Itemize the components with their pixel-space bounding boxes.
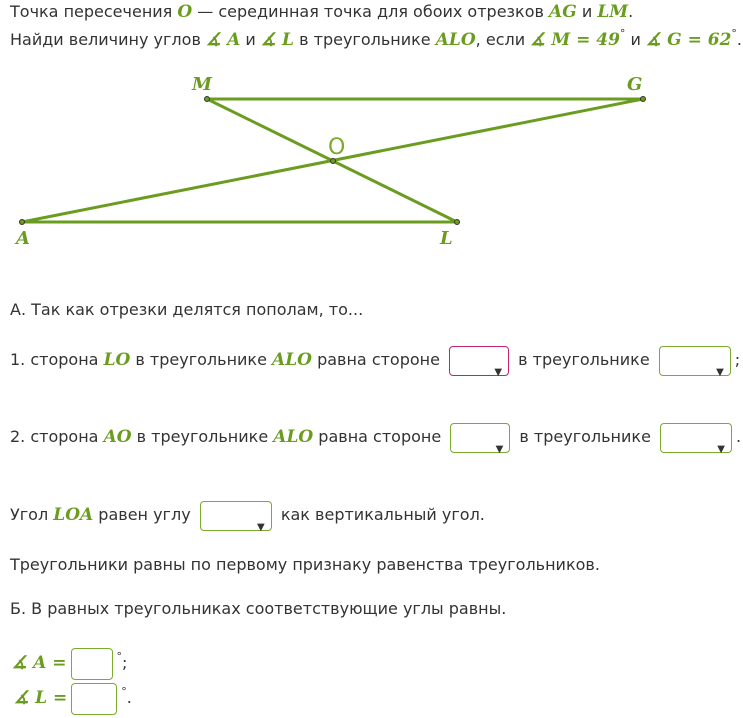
point-L-dot: [455, 220, 460, 225]
answer-angle-L: ∡ L = °.: [14, 675, 132, 715]
angle-L-input[interactable]: [71, 683, 117, 715]
chevron-down-icon: ▼: [257, 521, 265, 533]
triangle-select-2[interactable]: [660, 423, 732, 453]
point-G-dot: [641, 97, 646, 102]
angle-L: ∡ L: [260, 30, 295, 50]
side-select-2[interactable]: [450, 423, 510, 453]
problem-line-1: Точка пересечения O — серединная точка для обоих отрезков AG и LM.: [10, 2, 634, 22]
angle-A: ∡ A: [205, 30, 241, 50]
angle-G-value: ∡ G = 62: [646, 30, 732, 50]
chevron-down-icon: ▼: [495, 443, 504, 455]
conclusion-text: Треугольники равны по первому признаку равенства треугольников.: [10, 555, 600, 574]
chevron-down-icon: ▼: [494, 366, 503, 378]
segment-AG: AG: [549, 2, 577, 22]
statement-1: 1. сторона LO в треугольнике ALO равна стороне ▼ в треугольнике ▼ ;: [10, 343, 740, 377]
angle-select[interactable]: [200, 501, 272, 531]
chevron-down-icon: ▼: [716, 366, 724, 378]
geometry-figure: [0, 60, 743, 260]
point-M-dot: [205, 97, 210, 102]
segment-LM: LM: [597, 2, 629, 22]
chevron-down-icon: ▼: [717, 443, 725, 455]
part-b-heading: Б. В равных треугольниках соответствующие углы равны.: [10, 599, 507, 618]
label-G: G: [627, 74, 643, 95]
statement-angle: Угол LOA равен углу ▼ как вертикальный угол.: [10, 498, 485, 532]
answer-angle-A: ∡ A = °;: [12, 640, 127, 680]
statement-2: 2. сторона AO в треугольнике ALO равна стороне ▼ в треугольнике ▼ .: [10, 420, 741, 454]
problem-line-2: Найди величину углов ∡ A и ∡ L в треугольнике ALO, если ∡ M = 49° и ∡ G = 62°.: [10, 27, 743, 50]
triangle-ALO: ALO: [435, 30, 476, 50]
label-M: M: [192, 74, 212, 95]
part-a-heading: А. Так как отрезки делятся пополам, то...: [10, 300, 364, 319]
triangle-select-1[interactable]: [659, 346, 731, 376]
label-L: L: [440, 228, 453, 249]
side-select-1[interactable]: [449, 346, 509, 376]
point-A-dot: [20, 220, 25, 225]
point-O: O: [177, 2, 193, 22]
angle-M-value: ∡ M = 49: [530, 30, 620, 50]
label-A: A: [16, 228, 30, 249]
label-O: O: [328, 135, 346, 160]
